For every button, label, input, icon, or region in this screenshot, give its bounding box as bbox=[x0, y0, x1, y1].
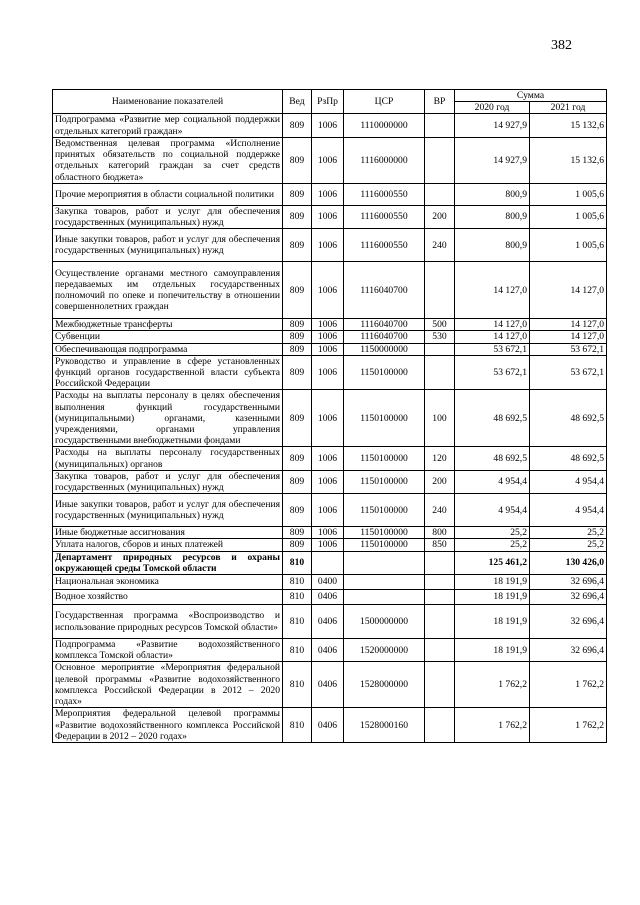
table-cell-vr bbox=[425, 114, 455, 137]
header-rzpr: РзПр bbox=[312, 90, 344, 114]
table-cell-2021: 53 672,1 bbox=[530, 343, 607, 355]
table-cell-ved: 809 bbox=[283, 494, 312, 527]
table-cell-name: Национальная экономика bbox=[53, 575, 283, 590]
table-cell-ved: 809 bbox=[283, 229, 312, 262]
table-cell-name: Водное хозяйство bbox=[53, 590, 283, 605]
table-cell-2021: 25,2 bbox=[530, 539, 607, 551]
table-cell-vr: 850 bbox=[425, 539, 455, 551]
table-cell-name: Прочие мероприятия в области социальной политики bbox=[53, 183, 283, 205]
table-cell-name: Уплата налогов, сборов и иных платежей bbox=[53, 539, 283, 551]
table-cell-2021: 1 005,6 bbox=[530, 183, 607, 205]
table-cell-name: Подпрограмма «Развитие водохозяйственного комплекса Томской области» bbox=[53, 639, 283, 662]
table-cell-csr: 1500000000 bbox=[344, 605, 425, 639]
table-cell-rzpr: 1006 bbox=[312, 319, 344, 331]
table-cell-vr bbox=[425, 575, 455, 590]
table-cell-vr: 100 bbox=[425, 390, 455, 447]
table-cell-vr: 200 bbox=[425, 205, 455, 228]
table-cell-vr: 800 bbox=[425, 527, 455, 539]
table-cell-2020: 14 127,0 bbox=[455, 319, 530, 331]
table-row bbox=[53, 539, 607, 551]
table-cell-2021: 25,2 bbox=[530, 527, 607, 539]
table-cell-ved: 809 bbox=[283, 262, 312, 319]
table-cell-name: Подпрограмма «Развитие мер социальной поддержки отдельных категорий граждан» bbox=[53, 114, 283, 137]
table-cell-name: Межбюджетные трансферты bbox=[53, 319, 283, 331]
page-number: 382 bbox=[551, 38, 572, 53]
table-cell-2020: 14 127,0 bbox=[455, 262, 530, 319]
table-cell-2021: 14 127,0 bbox=[530, 319, 607, 331]
table-cell-csr bbox=[344, 575, 425, 590]
table-row bbox=[53, 319, 607, 331]
table-cell-csr: 1110000000 bbox=[344, 114, 425, 137]
table-cell-rzpr: 1006 bbox=[312, 114, 344, 137]
table-cell-rzpr: 1006 bbox=[312, 355, 344, 390]
table-cell-name: Расходы на выплаты персоналу в целях обеспечения выполнения функций государственными (муниципальными) органами, казенными учреждениями, органами управления государственными внебюджетными фондами bbox=[53, 390, 283, 447]
table-cell-rzpr: 1006 bbox=[312, 229, 344, 262]
table-cell-2020: 4 954,4 bbox=[455, 470, 530, 493]
table-row bbox=[53, 343, 607, 355]
table-cell-ved: 809 bbox=[283, 137, 312, 183]
table-cell-vr bbox=[425, 662, 455, 708]
table-cell-ved: 809 bbox=[283, 114, 312, 137]
table-cell-name: Департамент природных ресурсов и охраны окружающей среды Томской области bbox=[53, 551, 283, 574]
header-vr: ВР bbox=[425, 90, 455, 114]
table-cell-csr: 1150100000 bbox=[344, 539, 425, 551]
table-cell-name: Иные закупки товаров, работ и услуг для обеспечения государственных (муниципальных) нужд bbox=[53, 229, 283, 262]
table-row bbox=[53, 355, 607, 390]
table-row bbox=[53, 262, 607, 319]
table-row bbox=[53, 229, 607, 262]
table-cell-rzpr: 0406 bbox=[312, 639, 344, 662]
table-cell-ved: 809 bbox=[283, 390, 312, 447]
table-cell-name: Закупка товаров, работ и услуг для обеспечения государственных (муниципальных) нужд bbox=[53, 470, 283, 493]
table-cell-csr: 1150100000 bbox=[344, 527, 425, 539]
table-cell-vr bbox=[425, 605, 455, 639]
table-cell-ved: 810 bbox=[283, 605, 312, 639]
table-cell-2020: 53 672,1 bbox=[455, 355, 530, 390]
table-row bbox=[53, 527, 607, 539]
table-cell-vr: 500 bbox=[425, 319, 455, 331]
table-cell-csr: 1150100000 bbox=[344, 470, 425, 493]
table-cell-csr: 1150000000 bbox=[344, 343, 425, 355]
table-row bbox=[53, 183, 607, 205]
table-cell-name: Закупка товаров, работ и услуг для обеспечения государственных (муниципальных) нужд bbox=[53, 205, 283, 228]
table-row bbox=[53, 137, 607, 183]
table-cell-2021: 48 692,5 bbox=[530, 390, 607, 447]
table-cell-name: Основное мероприятие «Мероприятия федеральной целевой программы «Развитие водохозяйственного комплекса Российской Федерации в 2012 – 2020 годах» bbox=[53, 662, 283, 708]
table-cell-2020: 4 954,4 bbox=[455, 494, 530, 527]
table-cell-vr bbox=[425, 590, 455, 605]
table-cell-ved: 810 bbox=[283, 551, 312, 574]
table-cell-2021: 32 696,4 bbox=[530, 605, 607, 639]
table-cell-2021: 14 127,0 bbox=[530, 262, 607, 319]
table-cell-ved: 810 bbox=[283, 590, 312, 605]
table-row bbox=[53, 639, 607, 662]
table-cell-ved: 810 bbox=[283, 575, 312, 590]
table-cell-csr: 1150100000 bbox=[344, 447, 425, 470]
table-cell-name: Субвенции bbox=[53, 331, 283, 343]
table-row bbox=[53, 390, 607, 447]
table-row bbox=[53, 708, 607, 743]
table-row bbox=[53, 331, 607, 343]
table-row bbox=[53, 447, 607, 470]
table-cell-2021: 15 132,6 bbox=[530, 114, 607, 137]
table-cell-2020: 800,9 bbox=[455, 229, 530, 262]
table-body bbox=[53, 114, 607, 743]
table-cell-rzpr: 0406 bbox=[312, 590, 344, 605]
table-cell-name: Расходы на выплаты персоналу государственных (муниципальных) органов bbox=[53, 447, 283, 470]
table-cell-rzpr: 1006 bbox=[312, 343, 344, 355]
table-row bbox=[53, 494, 607, 527]
table-cell-2020: 125 461,2 bbox=[455, 551, 530, 574]
table-cell-name: Иные закупки товаров, работ и услуг для обеспечения государственных (муниципальных) нужд bbox=[53, 494, 283, 527]
table-cell-rzpr: 1006 bbox=[312, 137, 344, 183]
table-cell-2020: 14 927,9 bbox=[455, 137, 530, 183]
table-cell-2021: 4 954,4 bbox=[530, 494, 607, 527]
header-ved: Вед bbox=[283, 90, 312, 114]
table-cell-vr: 240 bbox=[425, 494, 455, 527]
table-cell-2020: 18 191,9 bbox=[455, 639, 530, 662]
table-cell-2020: 18 191,9 bbox=[455, 590, 530, 605]
header-2020: 2020 год bbox=[455, 102, 530, 114]
table-cell-2021: 1 005,6 bbox=[530, 229, 607, 262]
header-sum: Сумма bbox=[455, 90, 607, 102]
table-cell-vr bbox=[425, 137, 455, 183]
header-csr: ЦСР bbox=[344, 90, 425, 114]
table-cell-2020: 1 762,2 bbox=[455, 662, 530, 708]
table-cell-ved: 809 bbox=[283, 331, 312, 343]
table-cell-ved: 810 bbox=[283, 662, 312, 708]
table-cell-2020: 800,9 bbox=[455, 183, 530, 205]
table-cell-2021: 1 762,2 bbox=[530, 708, 607, 743]
table-cell-csr bbox=[344, 551, 425, 574]
table-cell-name: Руководство и управление в сфере установленных функций органов государственной власти субъекта Российской Федерации bbox=[53, 355, 283, 390]
header-2021: 2021 год bbox=[530, 102, 607, 114]
table-row bbox=[53, 551, 607, 574]
table-cell-rzpr: 1006 bbox=[312, 539, 344, 551]
table-cell-rzpr: 1006 bbox=[312, 470, 344, 493]
table-row bbox=[53, 114, 607, 137]
table-cell-ved: 810 bbox=[283, 639, 312, 662]
table-cell-ved: 810 bbox=[283, 708, 312, 743]
table-cell-vr bbox=[425, 708, 455, 743]
table-cell-vr bbox=[425, 262, 455, 319]
table-cell-rzpr: 0406 bbox=[312, 708, 344, 743]
table-row bbox=[53, 590, 607, 605]
table-cell-2020: 48 692,5 bbox=[455, 447, 530, 470]
table-cell-rzpr: 1006 bbox=[312, 331, 344, 343]
table-cell-csr: 1116000000 bbox=[344, 137, 425, 183]
table-cell-vr: 120 bbox=[425, 447, 455, 470]
table-cell-2021: 32 696,4 bbox=[530, 639, 607, 662]
table-cell-2020: 48 692,5 bbox=[455, 390, 530, 447]
budget-table bbox=[52, 89, 607, 743]
table-cell-rzpr: 0400 bbox=[312, 575, 344, 590]
table-cell-vr bbox=[425, 551, 455, 574]
table-cell-csr: 1150100000 bbox=[344, 355, 425, 390]
header-name: Наименование показателей bbox=[53, 90, 283, 114]
table-cell-csr: 1528000000 bbox=[344, 662, 425, 708]
table-cell-ved: 809 bbox=[283, 355, 312, 390]
table-cell-2021: 14 127,0 bbox=[530, 331, 607, 343]
table-cell-rzpr: 1006 bbox=[312, 390, 344, 447]
table-cell-2020: 1 762,2 bbox=[455, 708, 530, 743]
table-cell-ved: 809 bbox=[283, 527, 312, 539]
table-cell-2021: 48 692,5 bbox=[530, 447, 607, 470]
table-cell-rzpr: 0406 bbox=[312, 662, 344, 708]
table-cell-2021: 32 696,4 bbox=[530, 590, 607, 605]
table-cell-csr: 1116000550 bbox=[344, 205, 425, 228]
table-row bbox=[53, 205, 607, 228]
table-cell-name: Осуществление органами местного самоуправления передаваемых им отдельных государственных полномочий по опеке и попечительству в отношении совершеннолетних граждан bbox=[53, 262, 283, 319]
table-cell-name: Иные бюджетные ассигнования bbox=[53, 527, 283, 539]
table-cell-2020: 18 191,9 bbox=[455, 575, 530, 590]
table-cell-csr: 1116040700 bbox=[344, 319, 425, 331]
table-cell-2020: 14 927,9 bbox=[455, 114, 530, 137]
table-cell-rzpr: 1006 bbox=[312, 262, 344, 319]
table-cell-rzpr bbox=[312, 551, 344, 574]
table-cell-name: Ведомственная целевая программа «Исполнение принятых обязательств по социальной поддержке отдельных категорий граждан за счет средств областного бюджета» bbox=[53, 137, 283, 183]
table-cell-2021: 1 762,2 bbox=[530, 662, 607, 708]
table-row bbox=[53, 605, 607, 639]
table-cell-vr bbox=[425, 639, 455, 662]
table-row bbox=[53, 575, 607, 590]
table-cell-csr: 1150100000 bbox=[344, 494, 425, 527]
table-cell-csr: 1116000550 bbox=[344, 229, 425, 262]
table-cell-vr bbox=[425, 355, 455, 390]
table-cell-csr bbox=[344, 590, 425, 605]
table-cell-vr: 530 bbox=[425, 331, 455, 343]
table-cell-2021: 1 005,6 bbox=[530, 205, 607, 228]
table-cell-csr: 1116000550 bbox=[344, 183, 425, 205]
table-cell-2021: 53 672,1 bbox=[530, 355, 607, 390]
table-cell-csr: 1116040700 bbox=[344, 262, 425, 319]
table-cell-ved: 809 bbox=[283, 205, 312, 228]
table-cell-ved: 809 bbox=[283, 470, 312, 493]
table-cell-2021: 130 426,0 bbox=[530, 551, 607, 574]
table-cell-2020: 25,2 bbox=[455, 539, 530, 551]
table-cell-2020: 14 127,0 bbox=[455, 331, 530, 343]
table-cell-2020: 25,2 bbox=[455, 527, 530, 539]
table-cell-2020: 800,9 bbox=[455, 205, 530, 228]
table-cell-2021: 4 954,4 bbox=[530, 470, 607, 493]
table-cell-2021: 32 696,4 bbox=[530, 575, 607, 590]
table-cell-vr bbox=[425, 183, 455, 205]
table-cell-name: Мероприятия федеральной целевой программы «Развитие водохозяйственного комплекса Российской Федерации в 2012 – 2020 годах» bbox=[53, 708, 283, 743]
table-cell-ved: 809 bbox=[283, 343, 312, 355]
table-cell-vr: 200 bbox=[425, 470, 455, 493]
table-cell-rzpr: 1006 bbox=[312, 494, 344, 527]
table-row bbox=[53, 662, 607, 708]
table-cell-csr: 1116040700 bbox=[344, 331, 425, 343]
table-row bbox=[53, 470, 607, 493]
table-cell-ved: 809 bbox=[283, 447, 312, 470]
table-cell-ved: 809 bbox=[283, 183, 312, 205]
table-cell-ved: 809 bbox=[283, 319, 312, 331]
table-cell-csr: 1150100000 bbox=[344, 390, 425, 447]
table-cell-vr: 240 bbox=[425, 229, 455, 262]
table-cell-vr bbox=[425, 343, 455, 355]
table-cell-name: Государственная программа «Воспроизводство и использование природных ресурсов Томской области» bbox=[53, 605, 283, 639]
table-cell-rzpr: 1006 bbox=[312, 205, 344, 228]
table-cell-2021: 15 132,6 bbox=[530, 137, 607, 183]
table-cell-csr: 1528000160 bbox=[344, 708, 425, 743]
table-cell-rzpr: 1006 bbox=[312, 183, 344, 205]
table-cell-csr: 1520000000 bbox=[344, 639, 425, 662]
table-cell-ved: 809 bbox=[283, 539, 312, 551]
table-cell-rzpr: 0406 bbox=[312, 605, 344, 639]
table-cell-2020: 53 672,1 bbox=[455, 343, 530, 355]
table-cell-rzpr: 1006 bbox=[312, 447, 344, 470]
table-cell-rzpr: 1006 bbox=[312, 527, 344, 539]
table-cell-2020: 18 191,9 bbox=[455, 605, 530, 639]
table-cell-name: Обеспечивающая подпрограмма bbox=[53, 343, 283, 355]
